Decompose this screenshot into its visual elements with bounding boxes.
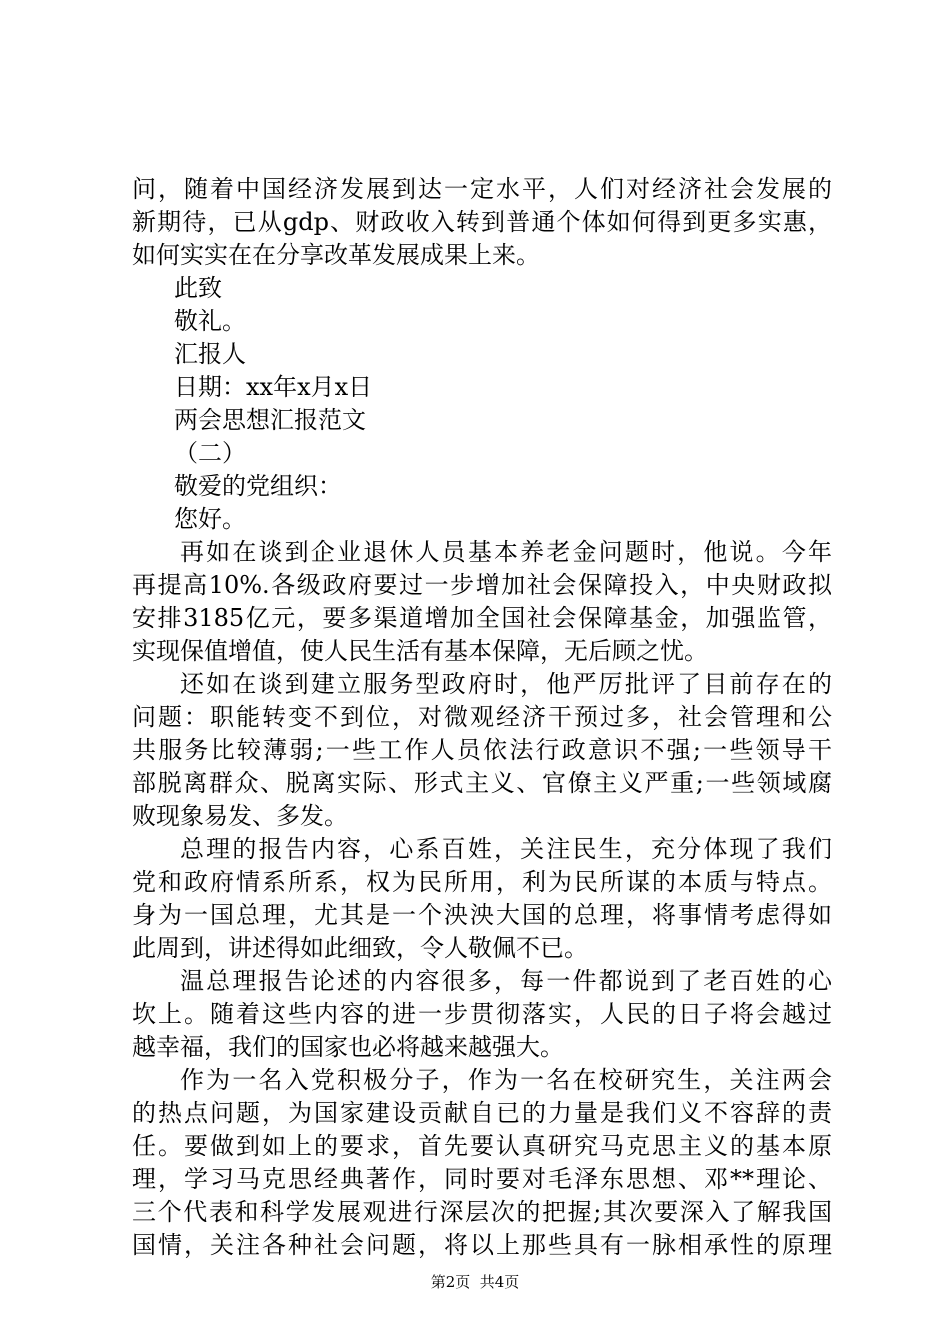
text-line: 敬礼。 <box>174 307 246 335</box>
text-line: 温总理报告论述的内容很多，每一件都说到了老百姓的心 <box>180 967 832 995</box>
text-line: 此致 <box>174 274 222 302</box>
section-number: （二） <box>174 439 246 467</box>
text-line: 日期：xx年x月x日 <box>174 373 373 401</box>
text-line: 汇报人 <box>174 340 246 368</box>
text-line: 的热点问题，为国家建设贡献自已的力量是我们义不容辞的责 <box>132 1099 832 1127</box>
text-line: 新期待，已从gdp、财政收入转到普通个体如何得到更多实惠， <box>132 208 832 236</box>
text-line: 共服务比较薄弱;一些工作人员依法行政意识不强;一些领导干 <box>132 736 832 764</box>
text-line: 越幸福，我们的国家也必将越来越强大。 <box>132 1033 564 1061</box>
text-line: 任。要做到如上的要求，首先要认真研究马克思主义的基本原 <box>132 1132 832 1160</box>
page-footer: 第2页 共4页 <box>430 1273 520 1291</box>
text-line: 实现保值增值，使人民生活有基本保障，无后顾之忧。 <box>132 637 708 665</box>
text-line: 问，随着中国经济发展到达一定水平，人们对经济社会发展的 <box>132 175 832 203</box>
salutation: 敬爱的党组织： <box>174 472 342 500</box>
text-line: 国情，关注各种社会问题，将以上那些具有一脉相承性的原理 <box>132 1231 832 1259</box>
text-line: 再提高10%.各级政府要过一步增加社会保障投入，中央财政拟 <box>132 571 832 599</box>
text-line: 此周到，讲述得如此细致，令人敬佩不已。 <box>132 934 588 962</box>
text-line: 安排3185亿元，要多渠道增加全国社会保障基金，加强监管， <box>132 604 832 632</box>
text-line: 如何实实在在分享改革发展成果上来。 <box>132 241 540 269</box>
text-line: 理，学习马克思经典著作，同时要对毛泽东思想、邓**理论、 <box>132 1165 832 1193</box>
text-line: 三个代表和科学发展观进行深层次的把握;其次要深入了解我国 <box>132 1198 832 1226</box>
text-line: 问题：职能转变不到位，对微观经济干预过多，社会管理和公 <box>132 703 832 731</box>
text-line: 再如在谈到企业退休人员基本养老金问题时，他说。今年 <box>180 538 832 566</box>
text-line: 还如在谈到建立服务型政府时，他严厉批评了目前存在的 <box>180 670 832 698</box>
text-line: 身为一国总理，尤其是一个泱泱大国的总理，将事情考虑得如 <box>132 901 832 929</box>
text-line: 坎上。随着这些内容的进一步贯彻落实，人民的日子将会越过 <box>132 1000 832 1028</box>
section-title: 两会思想汇报范文 <box>174 406 366 434</box>
text-line: 党和政府情系所系，权为民所用，利为民所谋的本质与特点。 <box>132 868 832 896</box>
greeting: 您好。 <box>174 505 246 533</box>
text-line: 作为一名入党积极分子，作为一名在校研究生，关注两会 <box>180 1066 832 1094</box>
text-line: 败现象易发、多发。 <box>132 802 348 830</box>
text-line: 总理的报告内容，心系百姓，关注民生，充分体现了我们 <box>180 835 832 863</box>
text-line: 部脱离群众、脱离实际、形式主义、官僚主义严重;一些领域腐 <box>132 769 832 797</box>
